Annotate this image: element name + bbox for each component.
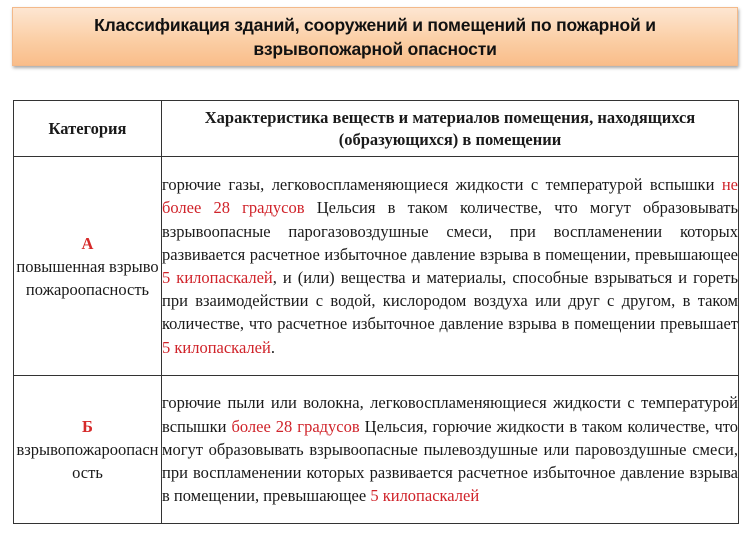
highlight-text: не более 28 градусов (162, 175, 738, 218)
category-name: взрывопожароопасность (16, 440, 159, 482)
description-text: Цельсия в таком количестве, что могут образовывать взрывоопасные парогазовоздушные смеси, при воспламенении которых развивается расчетное избыточное давление взрыва в помещении, превышающее (162, 198, 738, 264)
description-cell (162, 157, 739, 376)
category-cell (14, 376, 162, 524)
description-text: , и (или) вещества и материалы, способные взрываться и гореть при взаимодействии с водой, кислородом воздуха или друг с другом, в таком количестве, что расчетное избыточное давление взрыва в помещении превышает (162, 268, 738, 334)
highlight-text: 5 килопаскалей (162, 337, 271, 357)
description-text: . (270, 337, 275, 357)
highlight-text: 5 килопаскалей (370, 486, 480, 506)
highlight-text: 5 килопаскалей (162, 268, 273, 287)
header-category: Категория (14, 101, 162, 157)
category-cell (14, 157, 162, 376)
table-header-row (14, 101, 739, 157)
classification-table (13, 100, 739, 524)
page-title: Классификация зданий, сооружений и помещений по пожарной и взрывопожарной опасности (94, 14, 656, 59)
highlight-text: более 28 градусов (231, 416, 360, 436)
title-banner (12, 7, 738, 66)
category-letter: Б (82, 417, 93, 436)
category-letter: А (81, 233, 94, 253)
description-text: горючие газы, легковоспламеняющиеся жидкости с температурой вспышки (162, 175, 722, 195)
description-cell (162, 376, 739, 524)
header-description: Характеристика веществ и материалов помещения, находящихся (образующихся) в помещении (162, 101, 739, 157)
category-name: повышенная взрывопожароопасность (16, 256, 159, 299)
description-text: Цельсия, горючие жидкости в таком количестве, что могут образовывать взрывоопасные пылевоздушные или паровоздушные смеси, при воспламенении которых развивается расчетное избыточное давление взрыва в помещении, превышающее (162, 416, 738, 506)
table-row-category-b (14, 376, 739, 524)
description-text: горючие пыли или волокна, легковоспламеняющиеся жидкости с температурой вспышки (162, 393, 738, 436)
table-row-category-a (14, 157, 739, 376)
